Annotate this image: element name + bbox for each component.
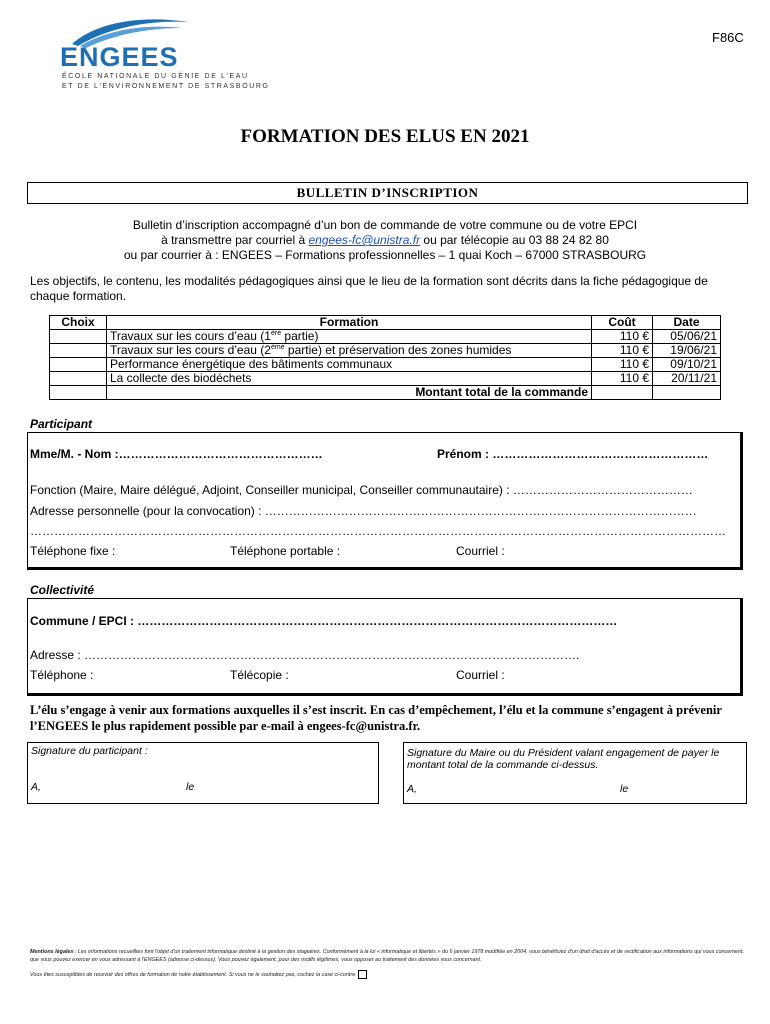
table-row: Performance énergétique des bâtiments communaux 110 € 09/10/21	[50, 358, 721, 372]
address-field[interactable]: Adresse personnelle (pour la convocation) : ………………………………………………………………………………………………	[30, 504, 697, 518]
engagement-text: L’élu s’engage à venir aux formations auxquelles il s’est inscrit. En cas d’empêchement, l’élu et la commune s’engagent à prévenir l’ENGEES le plus rapidement possible par e-mail à engees-fc@unistra.fr.	[30, 703, 722, 733]
table-header-row	[50, 316, 721, 330]
participant-email-field[interactable]: Courriel :	[456, 544, 505, 558]
logo-wordmark: ENGEES	[60, 42, 179, 72]
legal-notice: Mentions légales : Les informations recueillies font l'objet d'un traitement informatique destiné à la gestion des stagiaires. Conformément à la loi « informatique et libertés » du 6 janvier 1978 modifiée en 2004, vous bénéficiez d'un droit d'accès et de rectification aux informations qui vous concernent, que vous pouvez exercer en vous adressant à l'ENGEES (adresse ci-dessus). Vous pouvez également, pour des motifs légitimes, vous opposer au traitement des données vous concernant.	[30, 949, 744, 963]
total-label: Montant total de la commande	[107, 386, 592, 400]
table-total-row	[50, 386, 721, 400]
participant-signature-box[interactable]: Signature du participant : A, le	[27, 742, 379, 804]
firstname-field[interactable]: Prénom : ………………………………………………	[437, 447, 709, 461]
total-cost-field[interactable]	[592, 386, 653, 400]
header-date: Date	[653, 316, 721, 330]
address-field-2[interactable]: …………………………………………………………………………………………………………………………………………………………	[30, 524, 726, 538]
participant-box	[27, 432, 743, 570]
choice-cell[interactable]	[50, 358, 107, 372]
page-title: FORMATION DES ELUS EN 2021	[240, 126, 530, 147]
email-link[interactable]: engees-fc@unistra.fr	[308, 233, 421, 247]
table-row: La collecte des biodéchets 110 € 20/11/21	[50, 372, 721, 386]
intro-text: Bulletin d’inscription accompagné d’un bon de commande de votre commune ou de votre EPCI à transmettre par courriel à engees-fc@unistra.fr ou par télécopie au 03 88 24 82 80 ou par courrier à : ENGEES – Formations professionnelles – 1 quai Koch – 67000 STRASBOURG	[123, 218, 647, 262]
header-choix: Choix	[50, 316, 107, 330]
collectivite-email-field[interactable]: Courriel :	[456, 668, 505, 682]
logo-subtitle: ÉCOLE NATIONALE DU GÉNIE DE L'EAU ET DE L'ENVIRONNEMENT DE STRASBOURG	[62, 73, 270, 90]
collectivite-section-label: Collectivité	[30, 583, 95, 597]
commune-field[interactable]: Commune / EPCI : …………………………………………………………………………………………………………	[30, 614, 618, 628]
maire-signature-box[interactable]: Signature du Maire ou du Président valant engagement de payer le montant total de la commande ci-dessus. A, le	[403, 742, 747, 804]
tel-portable-field[interactable]: Téléphone portable :	[230, 544, 341, 558]
name-field[interactable]: Mme/M. - Nom :……………………………………………	[30, 447, 323, 461]
collectivite-phone-field[interactable]: Téléphone :	[30, 668, 94, 682]
bulletin-header-box	[27, 182, 748, 204]
collectivite-fax-field[interactable]: Télécopie :	[230, 668, 289, 682]
collectivite-address-field[interactable]: Adresse : …………………………………………………………………………………………………………….	[30, 648, 580, 662]
form-code: F86C	[712, 30, 744, 45]
header-cout: Coût	[592, 316, 653, 330]
table-row: Travaux sur les cours d’eau (1ère partie) 110 € 05/06/21	[50, 330, 721, 344]
objectives-text: Les objectifs, le contenu, les modalités pédagogiques ainsi que le lieu de la formation sont décrits dans la fiche pédagogique de chaque formation.	[30, 274, 708, 303]
collectivite-box	[27, 598, 743, 696]
fonction-field[interactable]: Fonction (Maire, Maire délégué, Adjoint, Conseiller municipal, Conseiller communautaire) : ………………………………………	[30, 483, 693, 497]
offers-notice: Vous êtes susceptibles de recevoir des offres de formation de notre établissement. Si vous ne le souhaitez pas, cochez la case ci-contre	[30, 970, 745, 979]
choice-cell[interactable]	[50, 372, 107, 386]
formation-table	[49, 315, 721, 400]
header-formation: Formation	[107, 316, 592, 330]
opt-out-checkbox[interactable]	[358, 970, 367, 979]
table-row: Travaux sur les cours d’eau (2ème partie) et préservation des zones humides 110 € 19/06/21	[50, 344, 721, 358]
choice-cell[interactable]	[50, 344, 107, 358]
choice-cell[interactable]	[50, 330, 107, 344]
participant-section-label: Participant	[30, 417, 93, 431]
bulletin-title: BULLETIN D’INSCRIPTION	[296, 185, 479, 200]
tel-fixe-field[interactable]: Téléphone fixe :	[30, 544, 116, 558]
